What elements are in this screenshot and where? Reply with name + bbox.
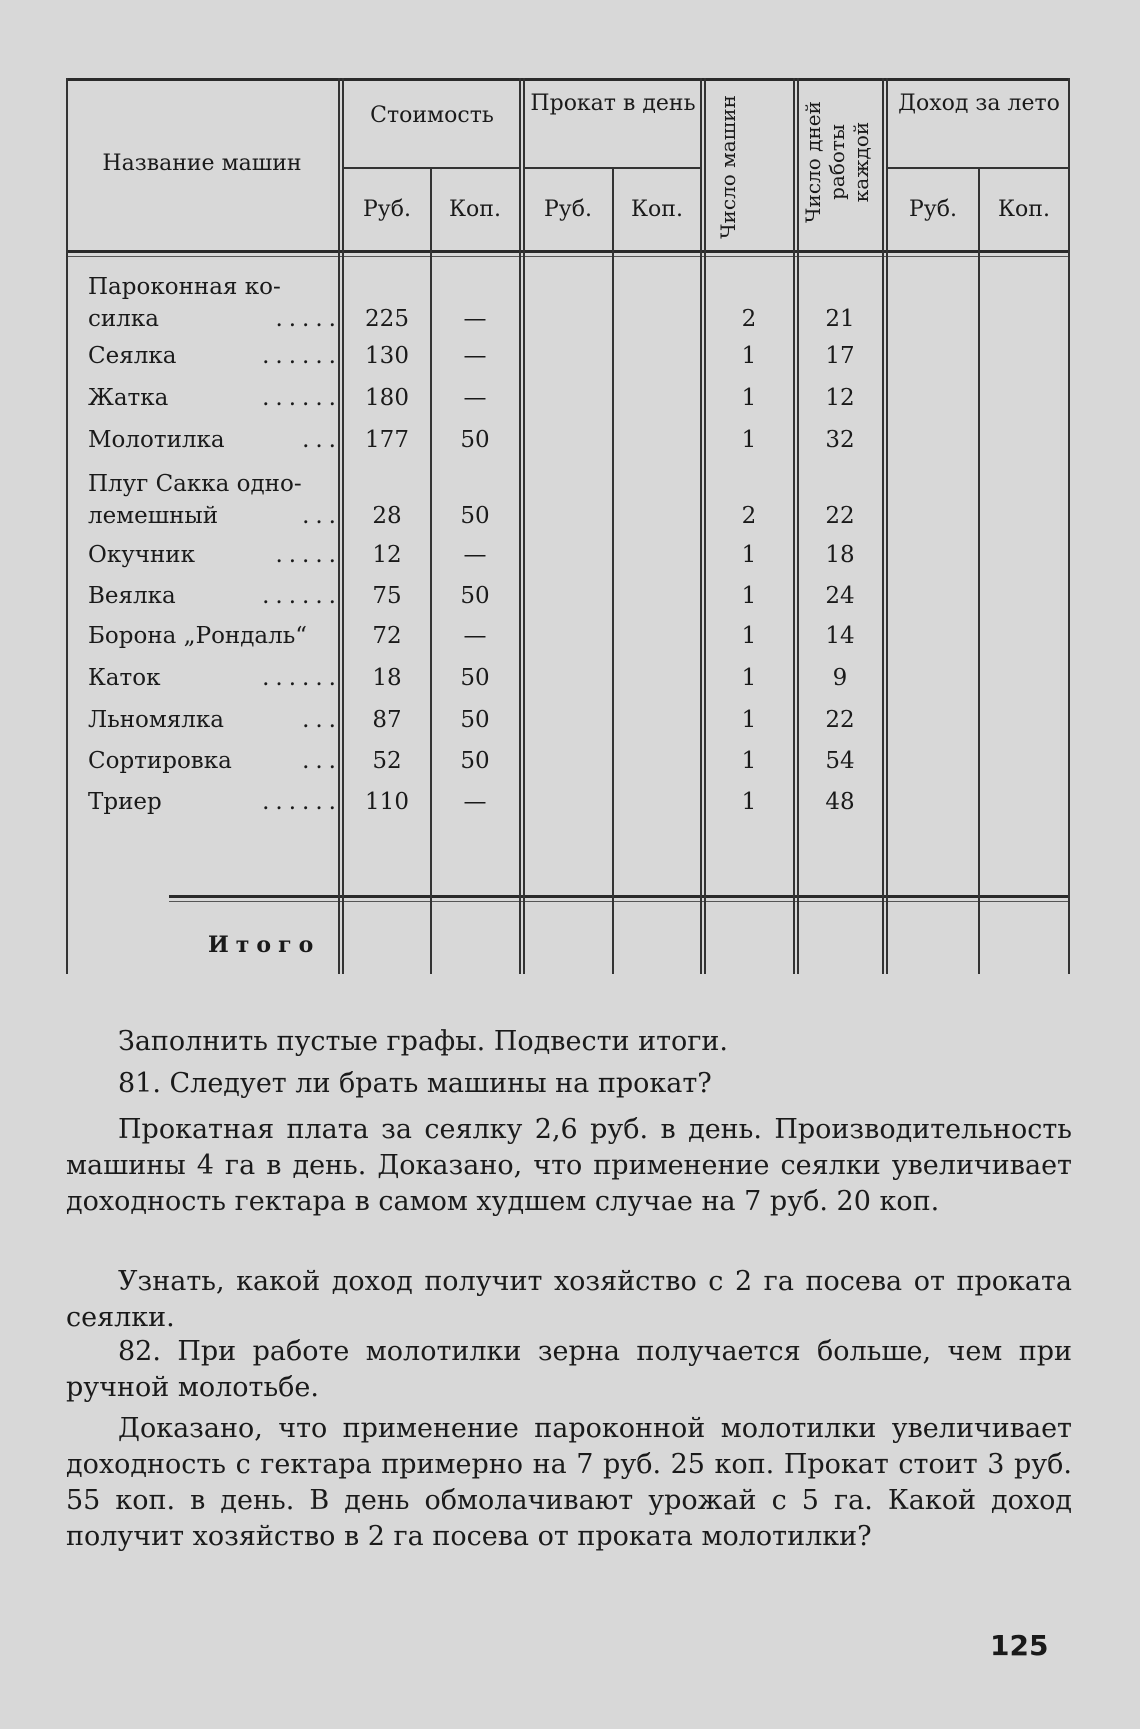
total-rule-thin: [169, 901, 1070, 902]
row-cost-rub: 110: [365, 789, 409, 815]
row-count: 2: [741, 503, 757, 529]
instruction-text: Заполнить пустые графы. Подвести итоги.: [118, 1026, 728, 1057]
header-name: Название машин: [102, 151, 302, 176]
row-cost-rub: 12: [372, 542, 402, 568]
col-line-income-mid: [978, 167, 980, 974]
row-name: Сортировка ...: [88, 748, 342, 774]
row-cost-rub: 72: [372, 623, 402, 649]
row-cost-kop: —: [463, 343, 487, 369]
row-cost-kop: 50: [460, 583, 490, 609]
row-name: Веялка ......: [88, 583, 342, 609]
header-count: Число машин: [716, 95, 740, 239]
header-days: Число дней работы каждой: [801, 101, 873, 223]
total-rule: [169, 895, 1070, 898]
problem-81-body: Прокатная плата за сеялку 2,6 руб. в день. Производительность машины 4 га в день. Доказано, что применение сеялки увеличивает доходность гектара в самом худшем случае на 7 руб. 20 коп.: [66, 1114, 1072, 1217]
header-bottom-rule: [66, 250, 1070, 253]
row-days: 54: [825, 748, 855, 774]
row-cost-kop: 50: [460, 748, 490, 774]
row-name: Каток ......: [88, 665, 342, 691]
row-cost-kop: 50: [460, 665, 490, 691]
row-count: 1: [741, 343, 757, 369]
machines-table: [66, 78, 1070, 974]
row-days: 48: [825, 789, 855, 815]
row-days: 12: [825, 385, 855, 411]
row-name: Льномялка ...: [88, 707, 342, 733]
row-cost-kop: —: [463, 623, 487, 649]
col-line-left: [66, 78, 68, 974]
header-cost-rub: Руб.: [363, 197, 411, 222]
header-cost-kop: Коп.: [449, 197, 501, 222]
row-days: 22: [825, 707, 855, 733]
row-cost-rub: 18: [372, 665, 402, 691]
row-count: 1: [741, 789, 757, 815]
row-cost-kop: 50: [460, 503, 490, 529]
row-days: 17: [825, 343, 855, 369]
row-days: 9: [832, 665, 848, 691]
row-cost-rub: 180: [365, 385, 409, 411]
row-days: 14: [825, 623, 855, 649]
header-rent-rub: Руб.: [544, 197, 592, 222]
row-count: 1: [741, 427, 757, 453]
header-cost: Стоимость: [370, 103, 494, 128]
total-label: Итого: [208, 932, 321, 958]
row-count: 1: [741, 385, 757, 411]
header-rent-kop: Коп.: [631, 197, 683, 222]
row-count: 2: [741, 306, 757, 332]
row-cost-rub: 52: [372, 748, 402, 774]
row-cost-rub: 28: [372, 503, 402, 529]
row-name: Молотилка ...: [88, 427, 342, 453]
row-count: 1: [741, 623, 757, 649]
col-line-rent-mid: [612, 167, 614, 974]
row-count: 1: [741, 748, 757, 774]
row-name: Окучник .....: [88, 542, 342, 568]
header-rent: Прокат в день: [530, 91, 696, 116]
row-count: 1: [741, 583, 757, 609]
row-cost-kop: 50: [460, 707, 490, 733]
row-days: 22: [825, 503, 855, 529]
header-income-kop: Коп.: [998, 197, 1050, 222]
row-cost-kop: —: [463, 789, 487, 815]
problem-81-title: 81. Следует ли брать машины на прокат?: [118, 1068, 712, 1099]
row-cost-rub: 225: [365, 306, 409, 332]
row-days: 18: [825, 542, 855, 568]
row-days: 24: [825, 583, 855, 609]
row-cost-kop: 50: [460, 427, 490, 453]
row-name: Жатка ......: [88, 385, 342, 411]
row-name: Триер ......: [88, 789, 342, 815]
header-income: Доход за лето: [898, 91, 1060, 116]
problem-81-question: Узнать, какой доход получит хозяйство с 2 га посева от проката сеялки.: [66, 1266, 1072, 1333]
row-cost-kop: —: [463, 306, 487, 332]
row-count: 1: [741, 707, 757, 733]
row-cost-kop: —: [463, 385, 487, 411]
page-number: 125: [990, 1629, 1049, 1662]
row-cost-kop: —: [463, 542, 487, 568]
row-count: 1: [741, 665, 757, 691]
row-cost-rub: 87: [372, 707, 402, 733]
row-name: Пароконная ко- силка .....: [88, 274, 342, 332]
header-bottom-rule-thin: [66, 256, 1070, 257]
col-line-right: [1068, 78, 1070, 974]
header-income-rub: Руб.: [909, 197, 957, 222]
problem-82-body: Доказано, что применение пароконной молотилки увеличивает доходность с гектара примерно на 7 руб. 25 коп. Прокат стоит 3 руб. 55 коп. в день. В день обмолачивают урожай с 5 га. Какой доход получит хозяйство в 2 га посева от проката молотилки?: [66, 1413, 1072, 1552]
row-name: Сеялка ......: [88, 343, 342, 369]
row-name: Плуг Сакка одно- лемешный ...: [88, 471, 342, 529]
row-name: Борона „Рондаль“: [88, 623, 308, 649]
table-top-rule: [66, 78, 1070, 81]
problem-82-title: 82. При работе молотилки зерна получается больше, чем при ручной молотьбе.: [66, 1336, 1072, 1403]
row-days: 32: [825, 427, 855, 453]
row-cost-rub: 75: [372, 583, 402, 609]
row-cost-rub: 130: [365, 343, 409, 369]
row-cost-rub: 177: [365, 427, 409, 453]
row-days: 21: [825, 306, 855, 332]
row-count: 1: [741, 542, 757, 568]
